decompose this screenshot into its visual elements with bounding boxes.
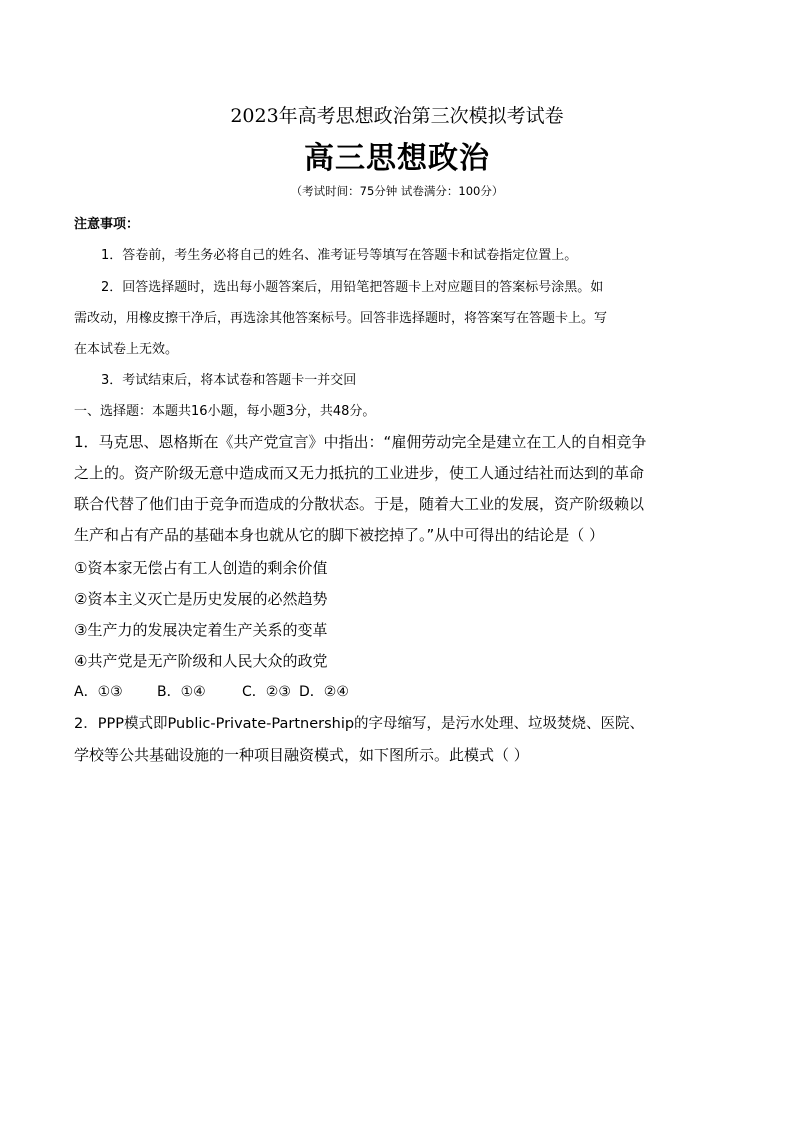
question-2-line-2: 学校等公共基础设施的一种项目融资模式，如下图所示。此模式（ ） [74,746,529,764]
exam-title: 2023年高考思想政治第三次模拟考试卷 [230,105,564,127]
question-2-line-1: 2．PPP模式即Public-Private-Partnership的字母缩写，是污水处理、垃圾焚烧、医院、 [74,716,645,732]
question-1-statement: ②资本主义灭亡是历史发展的必然趋势 [74,590,328,608]
notice-item-1: 1．答卷前，考生务必将自己的姓名、准考证号等填写在答题卡和试卷指定位置上。 [101,248,578,263]
question-1-option-a: A．①③ [74,684,123,700]
question-1-statement: ③生产力的发展决定着生产关系的变革 [74,621,328,639]
question-1-statement: ④共产党是无产阶级和人民大众的政党 [74,652,328,670]
notice-item-2-line-3: 在本试卷上无效。 [74,342,179,357]
question-1-option-b: B．①④ [157,684,206,700]
notice-item-2-line-2: 需改动，用橡皮擦干净后，再选涂其他答案标号。回答非选择题时，将答案写在答题卡上。写 [74,311,608,326]
question-1-line-4: 生产和占有产品的基础本身也就从它的脚下被挖掉了。”从中可得出的结论是（ ） [74,526,605,544]
exam-info: （考试时间：75分钟 试卷满分：100分） [290,184,504,198]
question-1-line-1: 1．马克思、恩格斯在《共产党宣言》中指出：“雇佣劳动完全是建立在工人的自相竞争 [74,433,647,451]
question-1-statement: ①资本家无偿占有工人创造的剩余价值 [74,559,328,577]
question-1-option-c: C．②③ [242,684,291,700]
subject-title: 高三思想政治 [304,141,490,176]
notice-item-3: 3．考试结束后，将本试卷和答题卡一并交回 [101,373,357,388]
question-1-line-2: 之上的。资产阶级无意中造成而又无力抵抗的工业进步，使工人通过结社而达到的革命 [74,464,645,482]
question-1-line-3: 联合代替了他们由于竞争而造成的分散状态。于是，随着大工业的发展，资产阶级赖以 [74,495,645,513]
notice-item-2-line-1: 2．回答选择题时，选出每小题答案后，用铅笔把答题卡上对应题目的答案标号涂黑。如 [101,280,604,295]
question-1-option-d: D．②④ [299,684,349,700]
section-heading: 一、选择题：本题共16小题，每小题3分，共48分。 [74,404,376,419]
notice-heading: 注意事项： [74,217,140,232]
